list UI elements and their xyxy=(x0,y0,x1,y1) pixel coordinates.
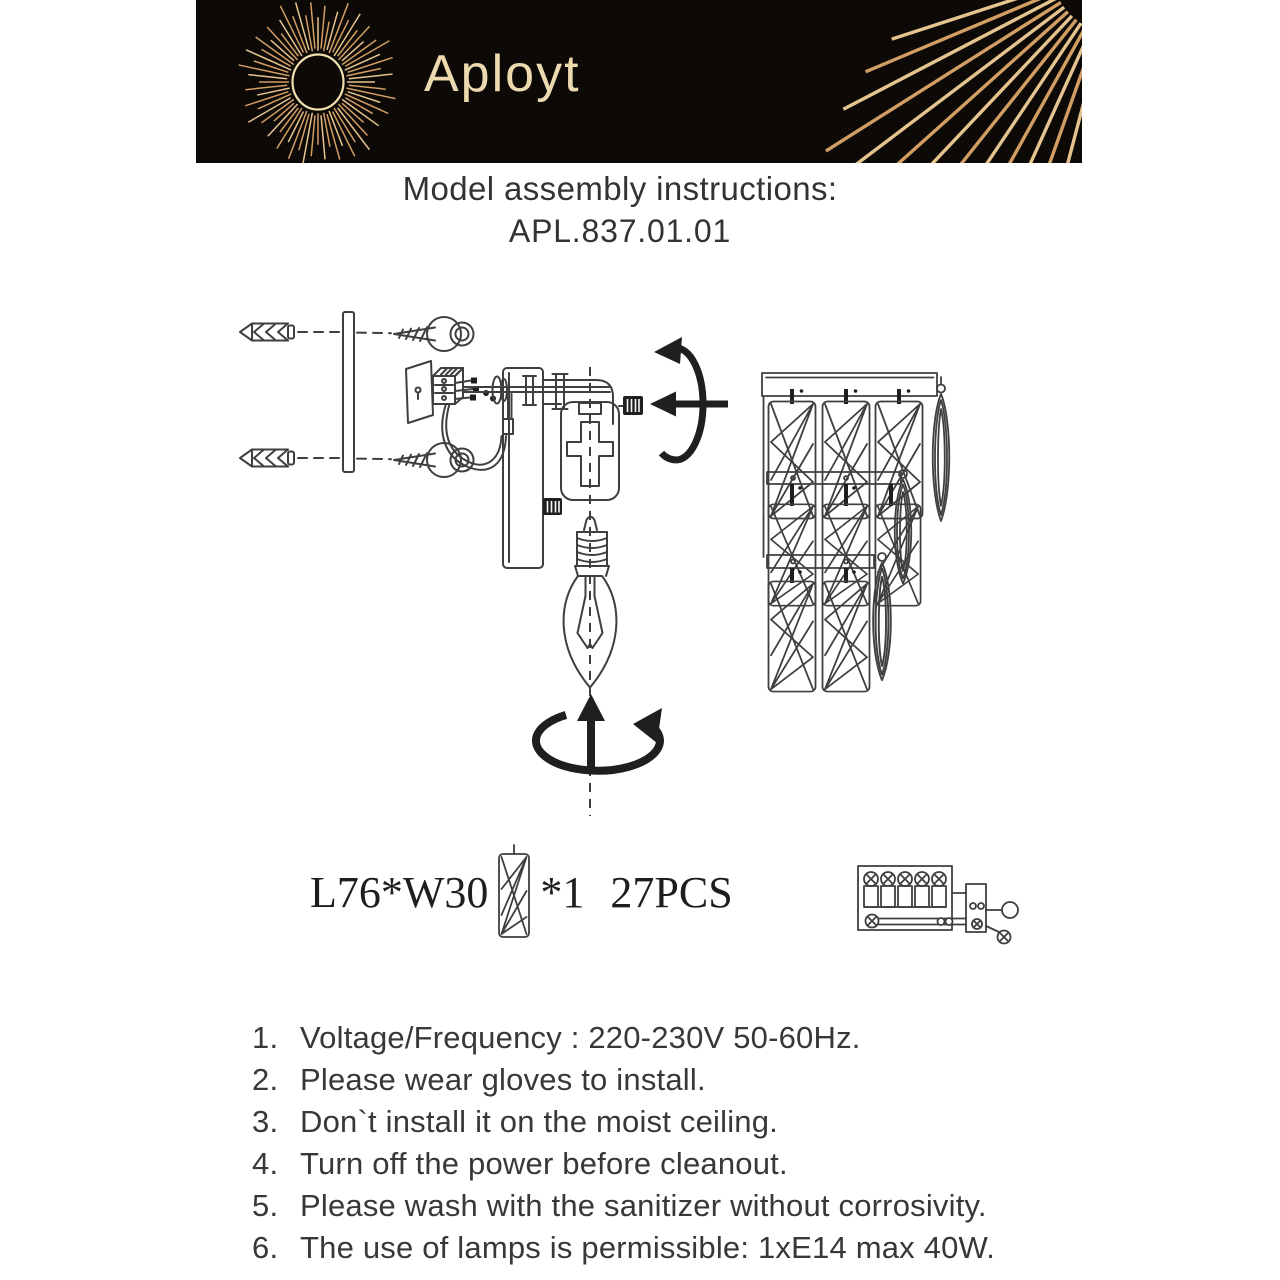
instructions-list xyxy=(252,1020,995,1272)
instruction-text: Don`t install it on the moist ceiling. xyxy=(300,1104,778,1139)
instruction-item xyxy=(252,1020,995,1062)
instruction-item xyxy=(252,1146,995,1188)
instruction-text: Please wear gloves to install. xyxy=(300,1062,706,1097)
wall-mounting-bar xyxy=(343,312,354,472)
adjust-knob-icon xyxy=(543,498,562,515)
brand-banner xyxy=(196,0,1082,163)
terminal-screws xyxy=(864,872,946,907)
instruction-item xyxy=(252,1188,995,1230)
instruction-number: 5. xyxy=(252,1188,279,1223)
instruction-number: 4. xyxy=(252,1146,279,1181)
rays-decoration-icon xyxy=(807,0,1082,163)
page-title: Model assembly instructions: xyxy=(402,170,838,207)
instruction-number: 2. xyxy=(252,1062,279,1097)
banner-decoration xyxy=(196,0,1082,163)
instruction-text: Turn off the power before cleanout. xyxy=(300,1146,788,1181)
anchor-row-bottom xyxy=(240,443,474,477)
instruction-text: Voltage/Frequency : 220-230V 50-60Hz. xyxy=(300,1020,861,1055)
instruction-number: 6. xyxy=(252,1230,279,1265)
instruction-number: 3. xyxy=(252,1104,279,1139)
push-direction-arrow-icon xyxy=(650,392,728,417)
instruction-item xyxy=(252,1104,995,1146)
parts-count-row xyxy=(310,844,733,940)
model-number: APL.837.01.01 xyxy=(508,213,732,249)
assembly-diagram xyxy=(180,285,1060,830)
anchor-row-top xyxy=(240,317,474,351)
wiring-diagram xyxy=(848,846,1028,950)
crystal-leaf xyxy=(873,563,891,680)
crystal-piece-icon xyxy=(495,843,533,941)
title-block xyxy=(0,170,1240,250)
pieces-count-label: 27PCS xyxy=(610,867,733,917)
instruction-text: The use of lamps is permissible: 1xE14 max 40W. xyxy=(300,1230,996,1265)
crystal-leaf xyxy=(933,394,950,521)
instruction-item xyxy=(252,1062,995,1104)
brand-logo-text: Aployt xyxy=(424,45,581,103)
crystal-qty-label: *1 xyxy=(540,867,585,917)
instruction-number: 1. xyxy=(252,1020,279,1055)
rotate-arrow-bottom-icon xyxy=(536,694,662,772)
crystal-sconce xyxy=(762,373,949,692)
rotate-arrow-icon xyxy=(654,337,703,460)
crystal-size-label: L76*W30 xyxy=(310,867,489,917)
lamp-arm-socket xyxy=(543,380,619,500)
instruction-item xyxy=(252,1230,995,1272)
thumb-screw-icon xyxy=(619,396,643,415)
instruction-text: Please wash with the sanitizer without corrosivity. xyxy=(300,1188,987,1223)
